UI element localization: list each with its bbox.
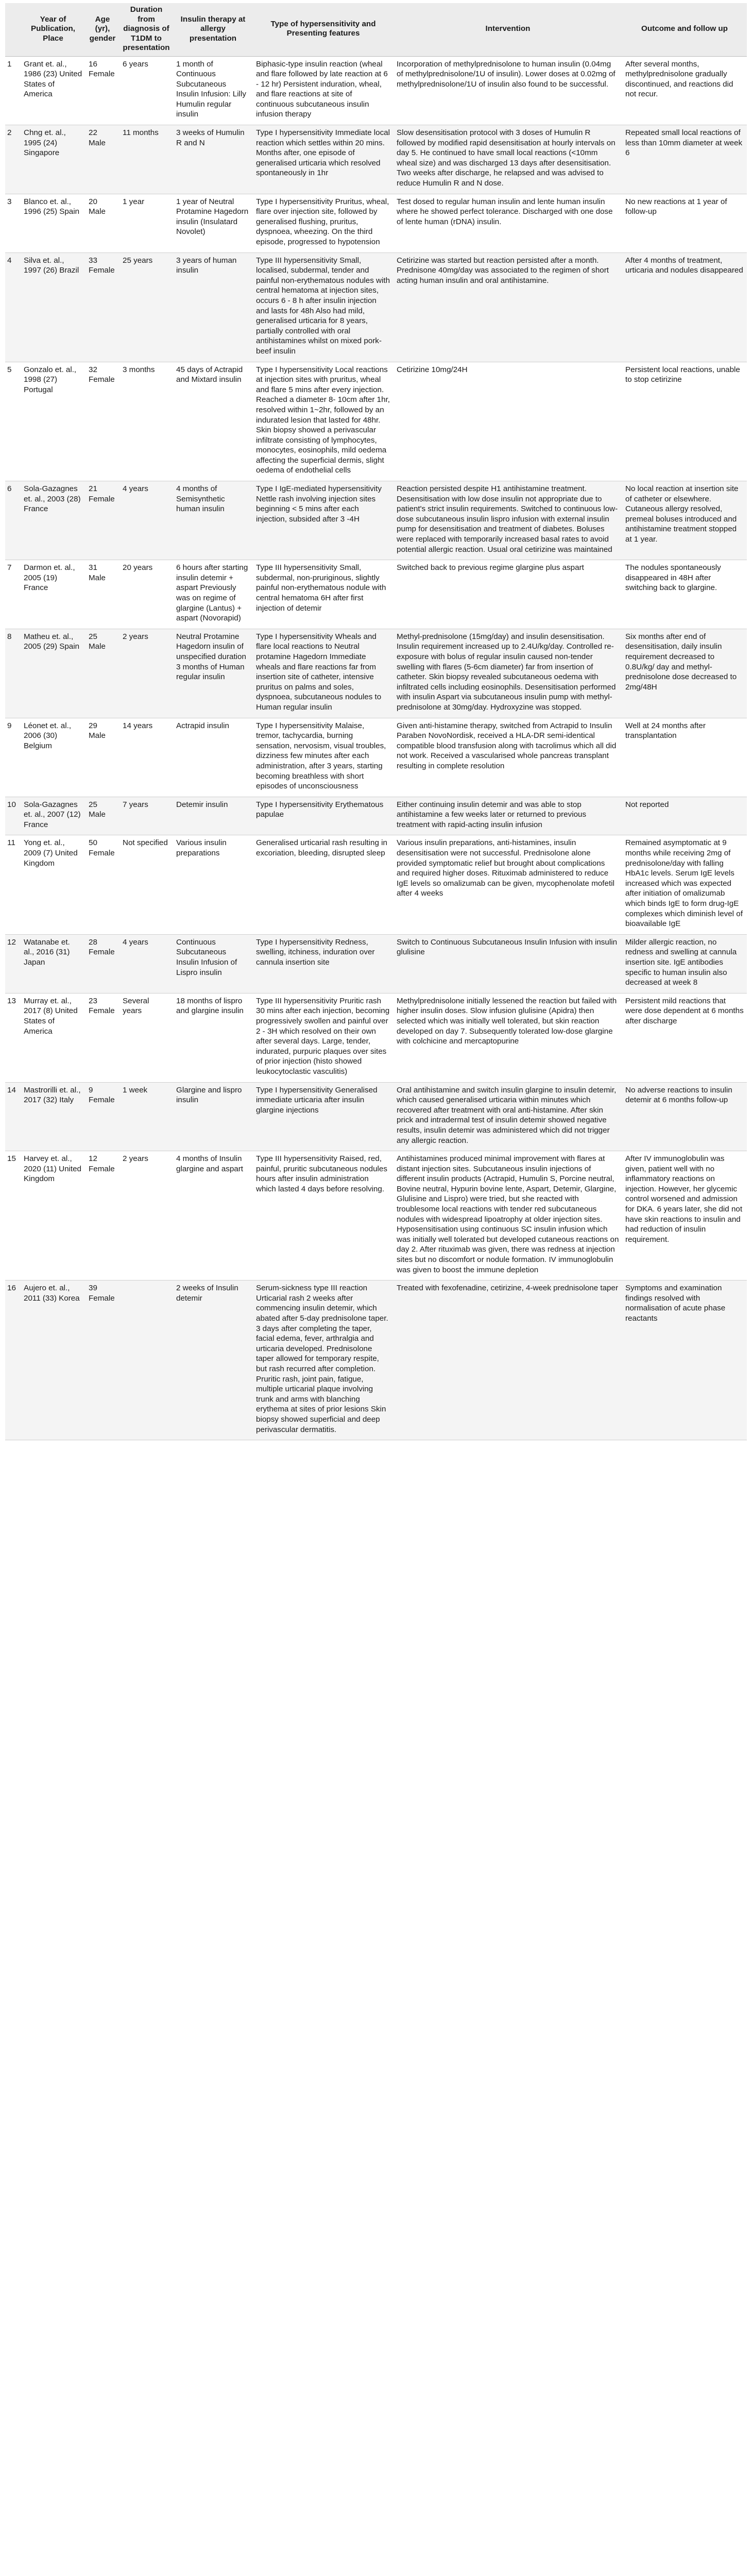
publication-cell: Gonzalo et. al., 1998 (27) Portugal (21, 362, 86, 481)
insulin-therapy-cell: 45 days of Actrapid and Mixtard insulin (173, 362, 253, 481)
intervention-cell: Oral antihistamine and switch insulin glargine to insulin detemir, which caused generalised urticaria within minutes which recovered after treatment with oral anti-histamine. After skin prick and intradermal test of insulin detemir showed negative results, insulin detemir was administered which did not trigger any allergic reaction. (394, 1082, 622, 1151)
insulin-therapy-cell: Continuous Subcutaneous Insulin Infusion of Lispro insulin (173, 934, 253, 993)
age-gender-cell: 50 Female (86, 835, 119, 934)
row-number-cell: 2 (5, 125, 21, 194)
age-gender-cell: 25 Male (86, 629, 119, 718)
intervention-cell: Switched back to previous regime glargine plus aspart (394, 560, 622, 629)
table-row (5, 1151, 747, 1281)
duration-cell: 7 years (119, 797, 173, 835)
publication-cell: Watanabe et. al., 2016 (31) Japan (21, 934, 86, 993)
publication-cell: Matheu et. al., 2005 (29) Spain (21, 629, 86, 718)
insulin-therapy-cell: Actrapid insulin (173, 718, 253, 797)
row-number-cell: 15 (5, 1151, 21, 1281)
table-row (5, 252, 747, 362)
insulin-therapy-cell: 1 year of Neutral Protamine Hagedorn insulin (Insulatard Novolet) (173, 194, 253, 252)
outcome-cell: Six months after end of desensitisation, daily insulin requirement decreased to 0.8U/kg/ day and methyl-prednisolone dose decreased to 2mg/48H (622, 629, 747, 718)
outcome-cell: Persistent local reactions, unable to stop cetirizine (622, 362, 747, 481)
publication-cell: Silva et. al., 1997 (26) Brazil (21, 252, 86, 362)
insulin-therapy-cell: 3 years of human insulin (173, 252, 253, 362)
hypersensitivity-cell: Type I hypersensitivity Wheals and flare local reactions to Neutral protamine Hagedorn Immediate wheals and flare reactions far from insertion site of catheter, intensive pruritus on palms and soles, dyspnoea, subcutaneous nodules to Human regular insulin (253, 629, 394, 718)
outcome-cell: No adverse reactions to insulin detemir at 6 months follow-up (622, 1082, 747, 1151)
intervention-cell: Given anti-histamine therapy, switched from Actrapid to Insulin Paraben NovoNordisk, received a HLA-DR semi-identical compatible blood transfusion along with tacrolimus which all did not work. Received a vascularised whole pancreas transplant resulting in complete resolution (394, 718, 622, 797)
table-row (5, 1281, 747, 1440)
publication-cell: Sola-Gazagnes et. al., 2007 (12) France (21, 797, 86, 835)
publication-cell: Harvey et. al., 2020 (11) United Kingdom (21, 1151, 86, 1281)
outcome-cell: After several months, methylprednisolone gradually discontinued, and reactions did not recur. (622, 56, 747, 125)
table-page (5, 0, 747, 1440)
hypersensitivity-cell: Type III hypersensitivity Pruritic rash 30 mins after each injection, becoming progressively swollen and painful over 2 - 3H which resolved on their own after several days. Large, tender, indurated, purpuric plaques over sites of prior injection (histo showed leukocytoclastic vasculitis) (253, 993, 394, 1082)
header-duration: Duration from diagnosis of T1DM to presentation (119, 3, 173, 56)
publication-cell: Grant et. al., 1986 (23) United States of America (21, 56, 86, 125)
age-gender-cell: 28 Female (86, 934, 119, 993)
hypersensitivity-cell: Generalised urticarial rash resulting in excoriation, bleeding, disrupted sleep (253, 835, 394, 934)
outcome-cell: After IV immunoglobulin was given, patient well with no inflammatory reactions on injection. However, her glycemic control worsened and admission for DKA. 6 years later, she did not have skin reactions to insulin and had reduction of insulin requirement. (622, 1151, 747, 1281)
insulin-therapy-cell: 18 months of lispro and glargine insulin (173, 993, 253, 1082)
table-row (5, 718, 747, 797)
intervention-cell: Slow desensitisation protocol with 3 doses of Humulin R followed by modified rapid desensitisation at hourly intervals on day 5. He continued to have small local reactions (<10mm wheal size) and was discharged 13 days after desensitisation. Two weeks after discharge, he relapsed and was advised to reduce Humulin R and N dose. (394, 125, 622, 194)
outcome-cell: The nodules spontaneously disappeared in 48H after switching back to glargine. (622, 560, 747, 629)
header-intervention: Intervention (394, 3, 622, 56)
duration-cell: 6 years (119, 56, 173, 125)
row-number-cell: 16 (5, 1281, 21, 1440)
duration-cell: 2 years (119, 1151, 173, 1281)
insulin-therapy-cell: Detemir insulin (173, 797, 253, 835)
age-gender-cell: 9 Female (86, 1082, 119, 1151)
intervention-cell: Switch to Continuous Subcutaneous Insulin Infusion with insulin glulisine (394, 934, 622, 993)
hypersensitivity-cell: Biphasic-type insulin reaction (wheal and flare followed by late reaction at 6 - 12 hr) Persistent induration, wheal, and flare reactions at site of continuous subcutaneous insulin infusion therapy (253, 56, 394, 125)
age-gender-cell: 33 Female (86, 252, 119, 362)
age-gender-cell: 32 Female (86, 362, 119, 481)
table-row (5, 560, 747, 629)
row-number-cell: 4 (5, 252, 21, 362)
row-number-cell: 3 (5, 194, 21, 252)
table-row (5, 1082, 747, 1151)
hypersensitivity-cell: Type I IgE-mediated hypersensitivity Nettle rash involving injection sites beginning < 5 mins after each injection, subsided after 3 -4H (253, 481, 394, 560)
header-age-gender: Age (yr), gender (86, 3, 119, 56)
outcome-cell: Repeated small local reactions of less than 10mm diameter at week 6 (622, 125, 747, 194)
intervention-cell: Cetirizine 10mg/24H (394, 362, 622, 481)
age-gender-cell: 31 Male (86, 560, 119, 629)
hypersensitivity-cell: Type III hypersensitivity Small, localised, subdermal, tender and painful non-erythematous nodules with central hematoma at injection sites, occurs 6 - 8 h after insulin injection and lasts for 48h Also had mild, generalised urticaria for 8 years, partially controlled with oral antihistamines whilst on mixed pork-beef insulin (253, 252, 394, 362)
intervention-cell: Incorporation of methylprednisolone to human insulin (0.04mg of methylprednisolone/1U of insulin). Lower doses at 0.02mg of methylprednisolone/1U of insulin also found to be successful. (394, 56, 622, 125)
duration-cell: 11 months (119, 125, 173, 194)
table-row (5, 993, 747, 1082)
table-header-row (5, 3, 747, 56)
outcome-cell: Milder allergic reaction, no redness and swelling at cannula insertion site. IgE antibodies specific to human insulin also decreased at week 8 (622, 934, 747, 993)
hypersensitivity-cell: Type III hypersensitivity Raised, red, painful, pruritic subcutaneous nodules hours after insulin administration which lasted 4 days before resolving. (253, 1151, 394, 1281)
duration-cell: 4 years (119, 934, 173, 993)
hypersensitivity-cell: Serum-sickness type III reaction Urticarial rash 2 weeks after commencing insulin detemir, which abated after 5-day prednisolone taper. 3 days after completing the taper, facial edema, fever, arthralgia and urticaria developed. Prednisolone taper allowed for temporary respite, but rash recurred after completion. Pruritic rash, joint pain, fatigue, multiple urticarial plaque involving trunk and arms with blanching erythema at sites of prior lesions Skin biopsy showed superficial and deep perivascular dermatitis. (253, 1281, 394, 1440)
publication-cell: Chng et. al., 1995 (24) Singapore (21, 125, 86, 194)
outcome-cell: No new reactions at 1 year of follow-up (622, 194, 747, 252)
table-row (5, 194, 747, 252)
row-number-cell: 5 (5, 362, 21, 481)
header-outcome: Outcome and follow up (622, 3, 747, 56)
hypersensitivity-cell: Type I hypersensitivity Pruritus, wheal, flare over injection site, followed by generalised flushing, pruritus, dyspnoea, wheezing. On the third episode, progressed to hypotension (253, 194, 394, 252)
duration-cell: 2 years (119, 629, 173, 718)
age-gender-cell: 12 Female (86, 1151, 119, 1281)
table-row (5, 56, 747, 125)
table-row (5, 481, 747, 560)
hypersensitivity-cell: Type I hypersensitivity Local reactions at injection sites with pruritus, wheal and flare 5 mins after every injection. Reached a diameter 8- 10cm after 1hr, resolved within 1~2hr, followed by an indurated lesion that lasted for 48hr. Skin biopsy showed a perivascular infiltrate consisting of lymphocytes, monocytes, eosinophils, mild oedema affecting the superficial dermis, slight oedema of endothelial cells (253, 362, 394, 481)
hypersensitivity-cell: Type I hypersensitivity Erythematous papulae (253, 797, 394, 835)
publication-cell: Mastrorilli et. al., 2017 (32) Italy (21, 1082, 86, 1151)
hypersensitivity-cell: Type I hypersensitivity Redness, swelling, itchiness, induration over cannula insertion site (253, 934, 394, 993)
header-index (5, 3, 21, 56)
row-number-cell: 6 (5, 481, 21, 560)
duration-cell: 1 year (119, 194, 173, 252)
duration-cell: 20 years (119, 560, 173, 629)
insulin-therapy-cell: 1 month of Continuous Subcutaneous Insulin Infusion: Lilly Humulin regular insulin (173, 56, 253, 125)
age-gender-cell: 20 Male (86, 194, 119, 252)
intervention-cell: Either continuing insulin detemir and was able to stop antihistamine a few weeks later or returned to previous treatment with rapid-acting insulin infusion (394, 797, 622, 835)
table-row (5, 125, 747, 194)
row-number-cell: 13 (5, 993, 21, 1082)
hypersensitivity-cell: Type I hypersensitivity Generalised immediate urticaria after insulin glargine injections (253, 1082, 394, 1151)
age-gender-cell: 39 Female (86, 1281, 119, 1440)
age-gender-cell: 22 Male (86, 125, 119, 194)
header-insulin-therapy: Insulin therapy at allergy presentation (173, 3, 253, 56)
header-publication: Year of Publication, Place (21, 3, 86, 56)
insulin-therapy-cell: 4 months of Semisynthetic human insulin (173, 481, 253, 560)
insulin-therapy-cell: Neutral Protamine Hagedorn insulin of unspecified duration 3 months of Human regular insulin (173, 629, 253, 718)
row-number-cell: 8 (5, 629, 21, 718)
row-number-cell: 1 (5, 56, 21, 125)
intervention-cell: Various insulin preparations, anti-histamines, insulin desensitisation were not successful. Prednisolone alone provided symptomatic relief but brought about complications and required higher doses. Rituximab administered to reduce IgE levels so omalizumab can be given, mycophenolate mofetil after 4 weeks (394, 835, 622, 934)
outcome-cell: Persistent mild reactions that were dose dependent at 6 months after discharge (622, 993, 747, 1082)
row-number-cell: 10 (5, 797, 21, 835)
intervention-cell: Reaction persisted despite H1 antihistamine treatment. Desensitisation with low dose insulin not appropriate due to patient's strict insulin requirements. Switched to continuous low-dose subcutaneous insulin lispro infusion with external insulin pump for desensitisation and treatment of diabetes. Boluses were replaced with temporarily increased basal rates to avoid potential allergic reaction. Usual oral cetirizine was maintained (394, 481, 622, 560)
outcome-cell: Symptoms and examination findings resolved with normalisation of acute phase reactants (622, 1281, 747, 1440)
table-row (5, 835, 747, 934)
duration-cell: 4 years (119, 481, 173, 560)
insulin-therapy-cell: Glargine and lispro insulin (173, 1082, 253, 1151)
duration-cell: 3 months (119, 362, 173, 481)
age-gender-cell: 29 Male (86, 718, 119, 797)
age-gender-cell: 16 Female (86, 56, 119, 125)
intervention-cell: Test dosed to regular human insulin and lente human insulin where he showed perfect tolerance. Discharged with one dose of lente human (rDNA) insulin. (394, 194, 622, 252)
insulin-therapy-cell: Various insulin preparations (173, 835, 253, 934)
row-number-cell: 9 (5, 718, 21, 797)
intervention-cell: Methyl-prednisolone (15mg/day) and insulin desensitisation. Insulin requirement increased up to 2.4U/kg/day. Controlled re-exposure with bolus of regular insulin caused non-tender swelling with flares (5-6cm diameter) far from insertion of catheter. Skin biopsy revealed subcutaneous oedema with infiltrated cells including eosinophils. Desensitisation performed with insulin Aspart via subcutaneous insulin pump with methyl-prednisolone at 30mg/day. Hydroxyzine was stopped. (394, 629, 622, 718)
intervention-cell: Cetirizine was started but reaction persisted after a month. Prednisone 40mg/day was associated to the regimen of short acting human insulin and oral antihistamine. (394, 252, 622, 362)
header-hypersensitivity: Type of hypersensitivity and Presenting features (253, 3, 394, 56)
outcome-cell: No local reaction at insertion site of catheter or elsewhere. Cutaneous allergy resolved, premeal boluses introduced and antihistamine treatment stopped at 1 year. (622, 481, 747, 560)
publication-cell: Léonet et. al., 2006 (30) Belgium (21, 718, 86, 797)
hypersensitivity-cell: Type I hypersensitivity Immediate local reaction which settles within 20 mins. Months after, one episode of generalised urticaria which resolved spontaneously in 1hr (253, 125, 394, 194)
intervention-cell: Methylprednisolone initially lessened the reaction but failed with higher insulin doses. Slow infusion glulisine (Apidra) then selected which was initially well tolerated, but skin reaction developed on day 7. Subsequently tolerated low-dose glargine with colchicine and mercaptopurine (394, 993, 622, 1082)
publication-cell: Aujero et. al., 2011 (33) Korea (21, 1281, 86, 1440)
hypersensitivity-cell: Type III hypersensitivity Small, subdermal, non-pruriginous, slightly painful non-erythematous nodule with central hematoma 6H after first injection of detemir (253, 560, 394, 629)
row-number-cell: 14 (5, 1082, 21, 1151)
row-number-cell: 12 (5, 934, 21, 993)
case-reports-table (5, 3, 747, 1440)
table-row (5, 934, 747, 993)
duration-cell: 1 week (119, 1082, 173, 1151)
publication-cell: Blanco et. al., 1996 (25) Spain (21, 194, 86, 252)
outcome-cell: Well at 24 months after transplantation (622, 718, 747, 797)
row-number-cell: 7 (5, 560, 21, 629)
intervention-cell: Treated with fexofenadine, cetirizine, 4-week prednisolone taper (394, 1281, 622, 1440)
outcome-cell: Remained asymptomatic at 9 months while receiving 2mg of prednisolone/day with falling HbA1c levels. Serum IgE levels increased which was expected after initiation of omalizumab which binds IgE to form drug-IgE complexes which diminish level of bioavailable IgE (622, 835, 747, 934)
publication-cell: Yong et. al., 2009 (7) United Kingdom (21, 835, 86, 934)
table-row (5, 797, 747, 835)
duration-cell (119, 1281, 173, 1440)
intervention-cell: Antihistamines produced minimal improvement with flares at distant injection sites. Subcutaneous insulin injections of different insulin products (Actrapid, Humulin S, Porcine neutral, Bovine neutral, Hypurin bovine lente, Aspart, Detemir, Glargine, Glulisine and Lispro) were tried, but she reacted with troublesome local reactions with tender red subcutaneous nodules with widespread lipoatrophy at older injection sites. Hyposensitisation using continuous SC insulin infusion which was initially well tolerated but developed cutaneous reactions on day 2. After rituximab was given, there was redness at injection sites but no discomfort or nodule formation. IV immunoglobulin was given to boost the immune depletion (394, 1151, 622, 1281)
table-row (5, 362, 747, 481)
age-gender-cell: 21 Female (86, 481, 119, 560)
outcome-cell: After 4 months of treatment, urticaria and nodules disappeared (622, 252, 747, 362)
publication-cell: Sola-Gazagnes et. al., 2003 (28) France (21, 481, 86, 560)
insulin-therapy-cell: 3 weeks of Humulin R and N (173, 125, 253, 194)
publication-cell: Murray et. al., 2017 (8) United States of America (21, 993, 86, 1082)
age-gender-cell: 25 Male (86, 797, 119, 835)
table-row (5, 629, 747, 718)
insulin-therapy-cell: 4 months of Insulin glargine and aspart (173, 1151, 253, 1281)
duration-cell: Several years (119, 993, 173, 1082)
insulin-therapy-cell: 6 hours after starting insulin detemir + aspart Previously was on regime of glargine (Lantus) + aspart (Novorapid) (173, 560, 253, 629)
hypersensitivity-cell: Type I hypersensitivity Malaise, tremor, tachycardia, burning sensation, nervosism, visual troubles, dizziness few minutes after each administration, after 3 years, starting becoming breathless with short episodes of unconsciousness (253, 718, 394, 797)
duration-cell: 14 years (119, 718, 173, 797)
outcome-cell: Not reported (622, 797, 747, 835)
duration-cell: Not specified (119, 835, 173, 934)
insulin-therapy-cell: 2 weeks of Insulin detemir (173, 1281, 253, 1440)
age-gender-cell: 23 Female (86, 993, 119, 1082)
duration-cell: 25 years (119, 252, 173, 362)
publication-cell: Darmon et. al., 2005 (19) France (21, 560, 86, 629)
row-number-cell: 11 (5, 835, 21, 934)
